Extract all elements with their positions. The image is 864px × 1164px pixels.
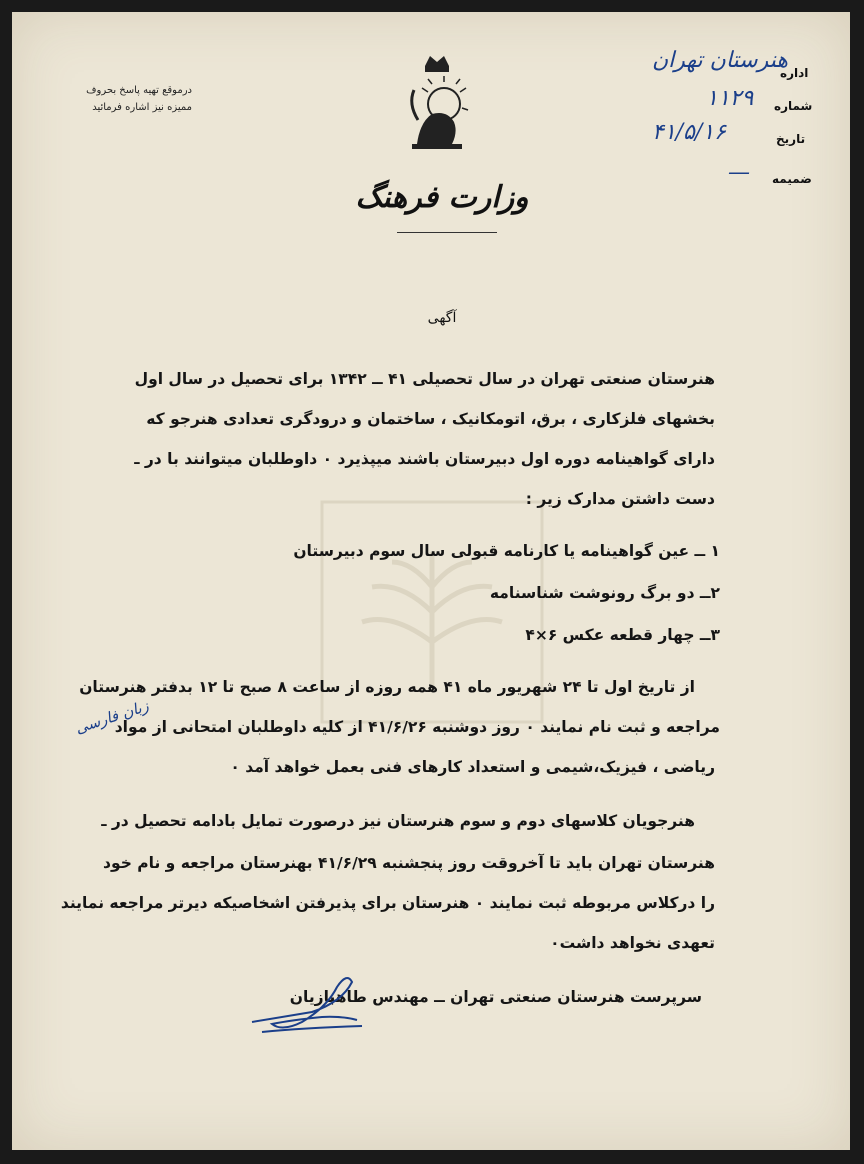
- document-list-item: ۲ــ دو برگ رونوشت شناسنامه: [489, 584, 720, 602]
- paragraph-line: هنرجویان کلاسهای دوم و سوم هنرستان نیز درصورت تمایل بادامه تحصیل در ـ: [101, 812, 695, 830]
- office-value: هنرستان تهران: [652, 48, 788, 73]
- reply-note-line: درموقع تهیه پاسخ بحروف: [86, 85, 192, 96]
- date-label: تاریخ: [776, 132, 806, 146]
- handwritten-note: زبان فارسی: [73, 696, 151, 738]
- lion-and-sun-emblem-icon: [392, 52, 482, 172]
- date-value: ۴۱/۵/۱۶: [652, 120, 726, 145]
- signature-icon: [242, 962, 382, 1052]
- paragraph-line: دست داشتن مدارک زیر :: [525, 490, 715, 508]
- paragraph-line: مراجعه و ثبت نام نمایند ٠ روز دوشنبه ۴۱/۶/۲۶ از کلیه داوطلبان امتحانی از مواد: [114, 718, 720, 736]
- paragraph-line: را درکلاس مربوطه ثبت نمایند ٠ هنرستان برای پذیرفتن اشخاصیکه دیرتر مراجعه نمایند: [60, 894, 715, 912]
- document-page: [12, 12, 850, 1150]
- reply-instruction-note: [42, 82, 192, 116]
- number-value: ۱۱۲۹: [706, 86, 754, 111]
- document-list-item: ۱ ــ عین گواهینامه یا کارنامه قبولی سال سوم دبیرستان: [293, 542, 720, 560]
- paragraph-line: بخشهای فلزکاری ، برق، اتومکانیک ، ساختمان و درودگری تعدادی هنرجو که: [146, 410, 715, 428]
- notice-title: آگهی: [427, 310, 457, 326]
- reply-note-line: ممیزه نیز اشاره فرمائید: [92, 102, 192, 113]
- office-label: اداره: [780, 66, 809, 80]
- attachment-value: —: [728, 160, 750, 185]
- paragraph-line: از تاریخ اول تا ۲۴ شهریور ماه ۴۱ همه روزه از ساعت ۸ صبح تا ۱۲ بدفتر هنرستان: [79, 678, 695, 696]
- number-label: شماره: [774, 99, 813, 113]
- watermark-emblem-icon: [312, 492, 552, 732]
- divider: [397, 232, 497, 233]
- paragraph-line: هنرستان تهران باید تا آخروقت روز پنجشنبه ۴۱/۶/۲۹ بهنرستان مراجعه و نام خود: [103, 854, 715, 872]
- paragraph-line: دارای گواهینامه دوره اول دبیرستان باشند میپذیرد ٠ داوطلبان میتوانند با در ـ: [134, 450, 715, 468]
- signatory-line: سرپرست هنرستان صنعتی تهران ــ مهندس طاهبازیان: [289, 988, 702, 1006]
- attachment-label: ضمیمه: [772, 172, 812, 186]
- paragraph-line: هنرستان صنعتی تهران در سال تحصیلی ۴۱ ــ ۱۳۴۲ برای تحصیل در سال اول: [134, 370, 715, 388]
- paragraph-line: تعهدی نخواهد داشت٠: [550, 934, 715, 952]
- ministry-title: وزارت فرهنگ: [355, 180, 529, 215]
- document-list-item: ۳ــ چهار قطعه عکس ۶×۴: [525, 626, 720, 644]
- paragraph-line: ریاضی ، فیزیک،شیمی و استعداد کارهای فنی بعمل خواهد آمد ٠: [230, 758, 715, 776]
